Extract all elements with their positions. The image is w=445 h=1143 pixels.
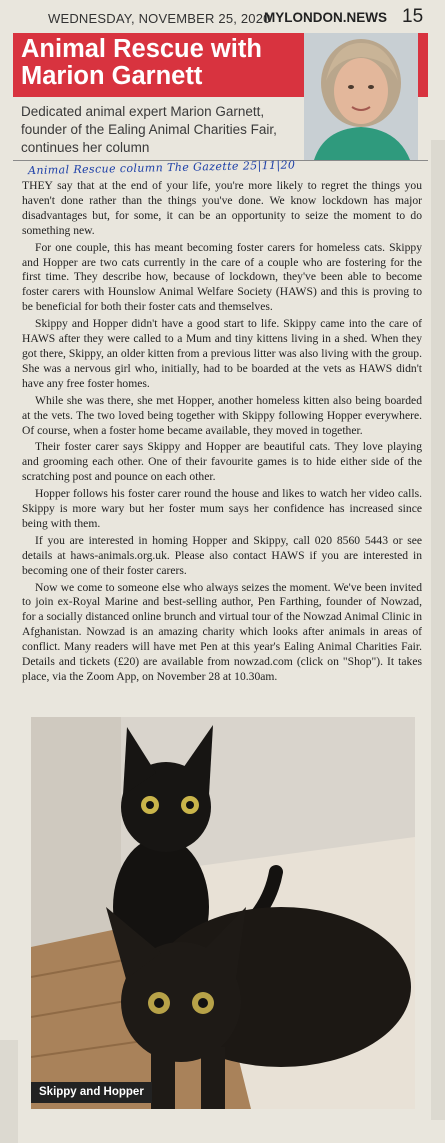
article-paragraph: Skippy and Hopper didn't have a good start to life. Skippy came into the care of HAWS after they were called to a Mum and tiny kittens living in a shed. When they got there, Skippy, an older kitten from a previous litter was also living with the group. She was a nervous girl who, initially, had to be boarded at the vets as HAWS didn't have any free foster homes. bbox=[22, 317, 422, 390]
photo-caption: Skippy and Hopper bbox=[31, 1082, 152, 1103]
article-paragraph: Hopper follows his foster carer round the house and likes to watch her video calls. Skippy is more wary but her foster mum says her confidence has increased since being with them. bbox=[22, 487, 422, 530]
publication-date: WEDNESDAY, NOVEMBER 25, 2020 bbox=[48, 11, 271, 26]
masthead bbox=[0, 0, 445, 30]
article-paragraph: Their foster carer says Skippy and Hopper are beautiful cats. They love playing and grooming each other. One of their favourite games is to hide either side of the scratching post and pounce on each other. bbox=[22, 440, 422, 484]
article-paragraph: If you are interested in homing Hopper and Skippy, call 020 8560 5443 or see details at haws-animals.org.uk. Please also contact HAWS if you are interested in becoming one of their foster carers. bbox=[22, 533, 422, 577]
article-paragraph: Now we come to someone else who always seizes the moment. We've been invited to join ex-Royal Marine and best-selling author, Pen Farthing, founder of Nowzad, for a socially distanced online brunch and virtual tour of the Nowzad Animal Clinic in Afghanistan. Nowzad is an amazing charity which looks after animals in areas of conflict. Many readers will have met Pen at this year's Ealing Animal Charities Fair. Details and tickets (£20) are available from nowzad.com (click on "Shop"). It takes place, via the Zoom App, on November 28 at 10.30am. bbox=[22, 580, 422, 683]
cats-photo bbox=[31, 717, 415, 1109]
article-paragraph: THEY say that at the end of your life, you're more likely to regret the things you haven't done rather than the things you've done. We know lockdown has major disadvantages but, for some, it can be an opportunity to seize the moment to do something new. bbox=[22, 179, 422, 237]
publication-name: MYLONDON.NEWS bbox=[264, 10, 387, 25]
article-paragraph: For one couple, this has meant becoming foster carers for homeless cats. Skippy and Hopper are two cats currently in the care of a couple who are fostering for the first time. They describe how, because of lockdown, they've been able to become foster carers with Hounslow Animal Welfare Society (HAWS) and this is proving to be beneficial for both their foster cats and themselves. bbox=[22, 240, 422, 314]
adjacent-column-edge-left bbox=[0, 1040, 18, 1143]
handwritten-annotation: Animal Rescue column The Gazette 25|11|20 bbox=[27, 158, 296, 178]
author-portrait bbox=[304, 33, 418, 160]
page-number: 15 bbox=[402, 6, 424, 27]
column-standfirst: Dedicated animal expert Marion Garnett, founder of the Ealing Animal Charities Fair, continues her column bbox=[21, 104, 277, 155]
article-paragraph: While she was there, she met Hopper, another homeless kitten also being boarded at the vets. The two loved being together with Skippy following Hopper everywhere. Of course, when a foster home became available, they moved in together. bbox=[22, 393, 422, 437]
column-title: Animal Rescue with Marion Garnett bbox=[21, 35, 262, 90]
article-body bbox=[22, 179, 422, 687]
adjacent-column-edge bbox=[431, 140, 445, 1120]
